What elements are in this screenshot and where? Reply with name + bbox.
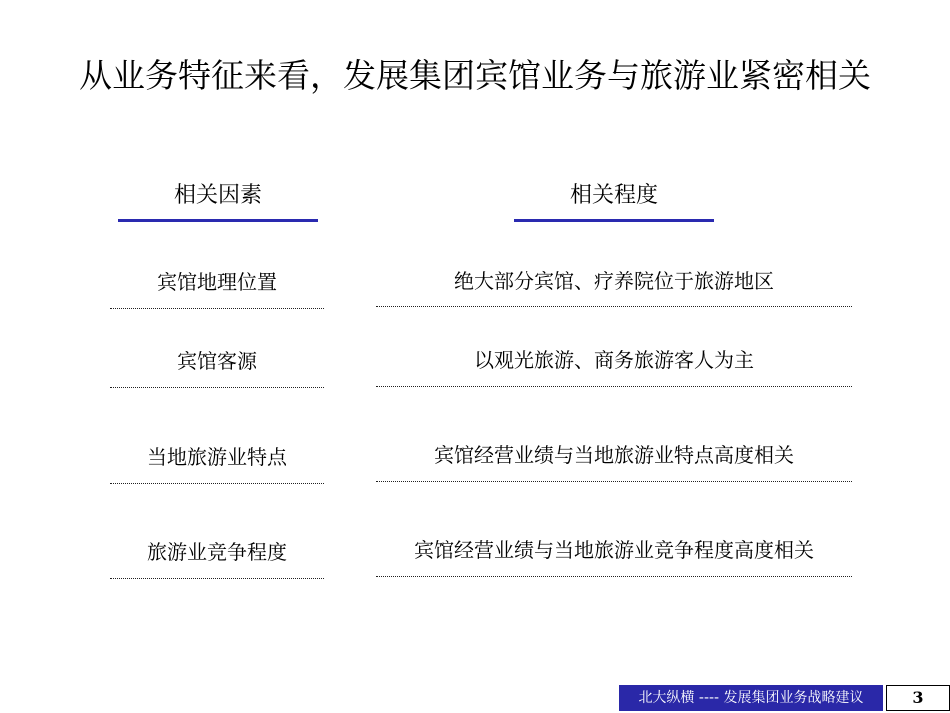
factor-header-underline xyxy=(118,219,318,222)
degree-column-header: 相关程度 xyxy=(569,183,658,208)
row-divider xyxy=(110,483,324,484)
row-divider xyxy=(110,578,324,579)
degree-header-underline xyxy=(514,219,714,222)
row-divider xyxy=(376,576,852,577)
factor-cell: 宾馆客源 xyxy=(177,349,257,373)
factor-cell: 当地旅游业特点 xyxy=(147,445,287,469)
row-divider xyxy=(110,308,324,309)
footer-label: 北大纵横 ---- 发展集团业务战略建议 xyxy=(619,685,883,711)
row-divider xyxy=(376,306,852,307)
degree-cell: 宾馆经营业绩与当地旅游业竞争程度高度相关 xyxy=(414,538,814,562)
degree-cell: 以观光旅游、商务旅游客人为主 xyxy=(474,348,754,372)
factor-column-header: 相关因素 xyxy=(173,183,262,208)
slide-title: 从业务特征来看，发展集团宾馆业务与旅游业紧密相关 xyxy=(79,56,871,95)
page-number: 3 xyxy=(886,685,950,711)
factor-cell: 旅游业竞争程度 xyxy=(147,540,287,564)
factor-cell: 宾馆地理位置 xyxy=(157,270,277,294)
row-divider xyxy=(376,481,852,482)
degree-cell: 宾馆经营业绩与当地旅游业特点高度相关 xyxy=(434,443,794,467)
row-divider xyxy=(376,386,852,387)
row-divider xyxy=(110,387,324,388)
degree-cell: 绝大部分宾馆、疗养院位于旅游地区 xyxy=(454,269,774,293)
